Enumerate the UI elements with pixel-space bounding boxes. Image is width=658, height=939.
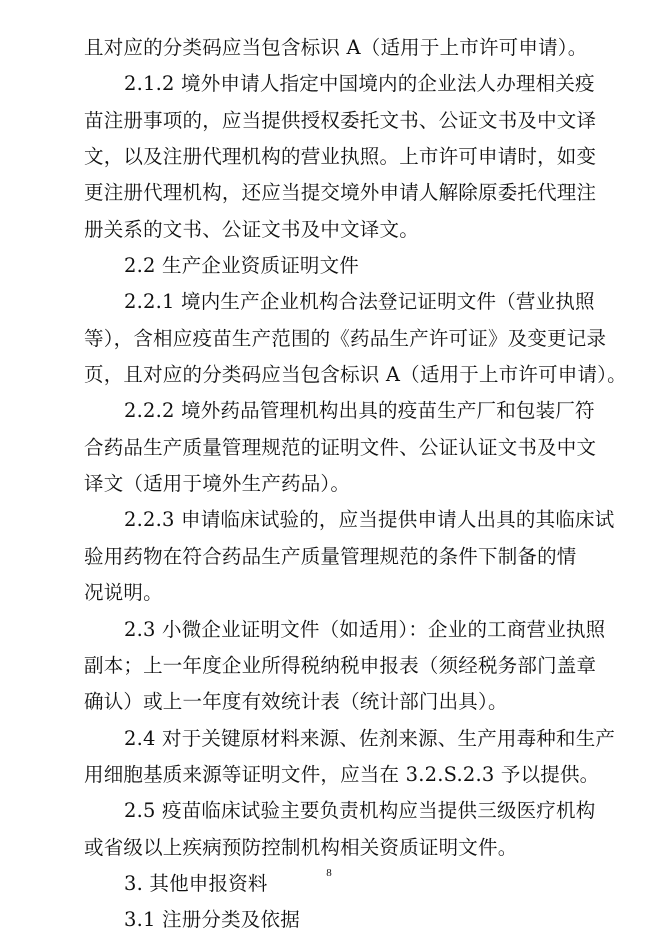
section-heading: 2.2 生产企业资质证明文件 <box>124 254 360 278</box>
text-line: 用细胞基质来源等证明文件，应当在 3.2.S.2.3 予以提供。 <box>84 762 600 786</box>
text-line: 2.2.1 境内生产企业机构合法登记证明文件（营业执照 <box>124 290 595 314</box>
page-number: 8 <box>326 867 332 879</box>
text-line: 2.2.3 申请临床试验的，应当提供申请人出具的其临床试 <box>124 508 615 532</box>
text-line: 确认）或上一年度有效统计表（统计部门出具）。 <box>84 690 508 714</box>
text-line: 验用药物在符合药品生产质量管理规范的条件下制备的情 <box>84 544 577 568</box>
text-line: 译文（适用于境外生产药品）。 <box>84 472 351 496</box>
text-line: 副本；上一年度企业所得税纳税申报表（须经税务部门盖章 <box>84 653 597 677</box>
text-line: 苗注册事项的，应当提供授权委托文书、公证文书及中文译 <box>84 108 597 132</box>
document-body <box>84 30 627 939</box>
text-line: 或省级以上疾病预防控制机构相关资质证明文件。 <box>84 835 518 859</box>
text-line: 合药品生产质量管理规范的证明文件、公证认证文书及中文 <box>84 435 597 459</box>
text-line: 文，以及注册代理机构的营业执照。上市许可申请时，如变 <box>84 145 597 169</box>
text-line: 等），含相应疫苗生产范围的《药品生产许可证》及变更记录 <box>84 326 607 350</box>
text-line: 2.1.2 境外申请人指定中国境内的企业法人办理相关疫 <box>124 72 595 96</box>
text-line: 页，且对应的分类码应当包含标识 A（适用于上市许可申请）。 <box>84 363 627 387</box>
text-line: 2.5 疫苗临床试验主要负责机构应当提供三级医疗机构 <box>124 799 596 823</box>
text-line: 2.2.2 境外药品管理机构出具的疫苗生产厂和包装厂符 <box>124 399 595 423</box>
section-heading: 3.1 注册分类及依据 <box>124 908 300 932</box>
text-line: 况说明。 <box>84 581 163 605</box>
text-line: 册关系的文书、公证文书及中文译文。 <box>84 217 419 241</box>
text-line: 更注册代理机构，还应当提交境外申请人解除原委托代理注 <box>84 181 597 205</box>
section-heading: 3. 其他申报资料 <box>124 871 268 895</box>
text-line: 2.4 对于关键原材料来源、佐剂来源、生产用毒种和生产 <box>124 726 616 750</box>
text-line: 且对应的分类码应当包含标识 A（适用于上市许可申请）。 <box>84 36 588 59</box>
text-line: 2.3 小微企业证明文件（如适用）：企业的工商营业执照 <box>124 617 606 641</box>
